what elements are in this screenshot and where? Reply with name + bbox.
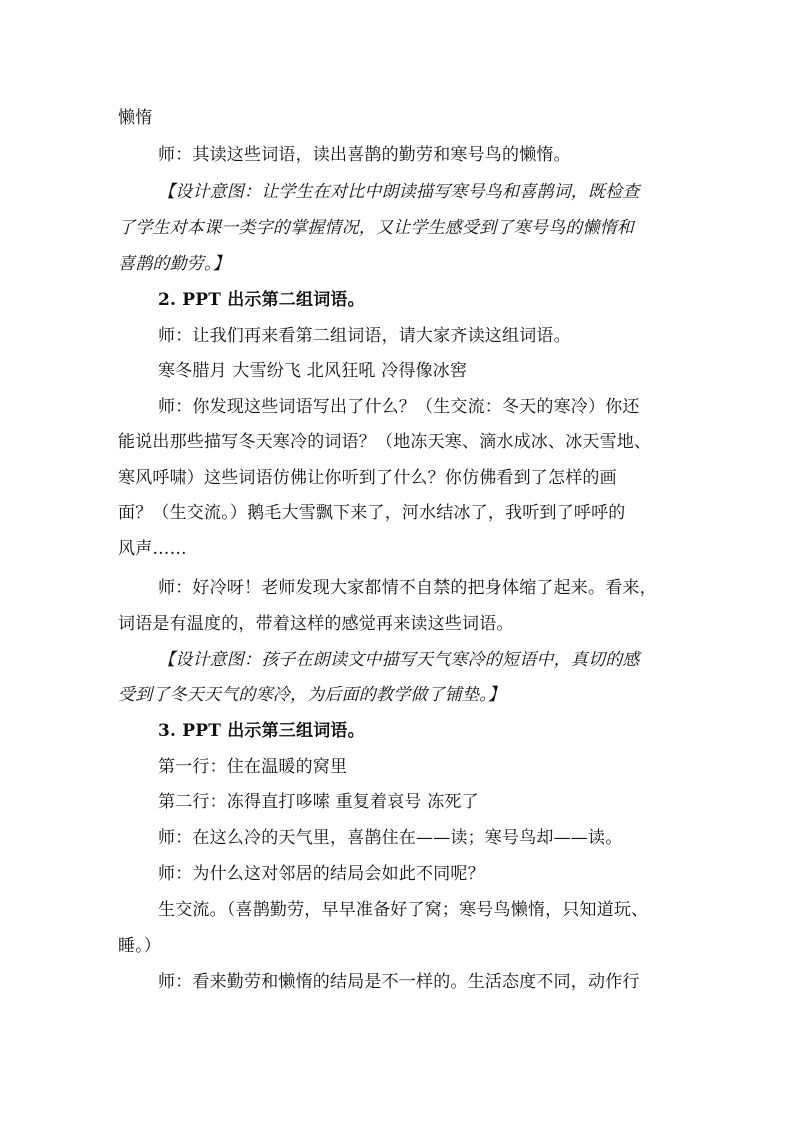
text-line: 师：其读这些词语，读出喜鹊的勤劳和寒号鸟的懒惰。: [158, 145, 571, 165]
text-line: 寒风呼啸）这些词语仿佛让你听到了什么？你仿佛看到了怎样的画: [118, 468, 617, 488]
text-line: 第二行：冻得直打哆嗦 重复着哀号 冻死了: [158, 792, 479, 812]
design-intent-line: 【设计意图：让学生在对比中朗读描写寒号鸟和喜鹊词，既检查: [158, 182, 640, 202]
text-line: 风声……: [118, 539, 187, 559]
text-line: 第一行：住在温暖的窝里: [158, 757, 348, 777]
text-line: 师：看来勤劳和懒惰的结局是不一样的。生活态度不同，动作行: [158, 972, 640, 992]
text-line: 能说出那些描写冬天寒冷的词语？（地冻天寒、滴水成冰、冰天雪地、: [118, 432, 652, 452]
text-line: 生交流。（喜鹊勤劳，早早准备好了窝；寒号鸟懒惰，只知道玩、: [158, 900, 649, 920]
text-line: 师：你发现这些词语写出了什么？（生交流：冬天的寒冷）你还: [158, 397, 640, 417]
text-line: 师：为什么这对邻居的结局会如此不同呢？: [158, 864, 485, 884]
design-intent-line: 【设计意图：孩子在朗读文中描写天气寒冷的短语中，真切的感: [158, 650, 640, 670]
text-line: 词语是有温度的，带着这样的感觉再来读这些词语。: [118, 614, 514, 634]
text-line: 懒惰: [118, 108, 153, 128]
design-intent-line: 喜鹊的勤劳。】: [118, 254, 230, 274]
design-intent-line: 受到了冬天天气的寒冷，为后面的教学做了铺垫。】: [118, 685, 506, 705]
text-line: 面？（生交流。）鹅毛大雪飘下来了，河水结冰了，我听到了呼呼的: [118, 503, 626, 523]
section-heading: 2. PPT 出示第二组词语。: [158, 290, 365, 310]
text-line: 师：在这么冷的天气里，喜鹊住在——读；寒号鸟却——读。: [158, 828, 623, 848]
text-line: 师：让我们再来看第二组词语，请大家齐读这组词语。: [158, 326, 571, 346]
design-intent-line: 了学生对本课一类字的掌握情况，又让学生感受到了寒号鸟的懒惰和: [118, 218, 634, 238]
text-line: 寒冬腊月 大雪纷飞 北风狂吼 冷得像冰窖: [158, 361, 468, 381]
text-line: 师：好冷呀！老师发现大家都情不自禁的把身体缩了起来。看来，: [158, 578, 657, 598]
text-line: 睡。）: [118, 936, 162, 956]
section-heading: 3. PPT 出示第三组词语。: [158, 721, 365, 741]
